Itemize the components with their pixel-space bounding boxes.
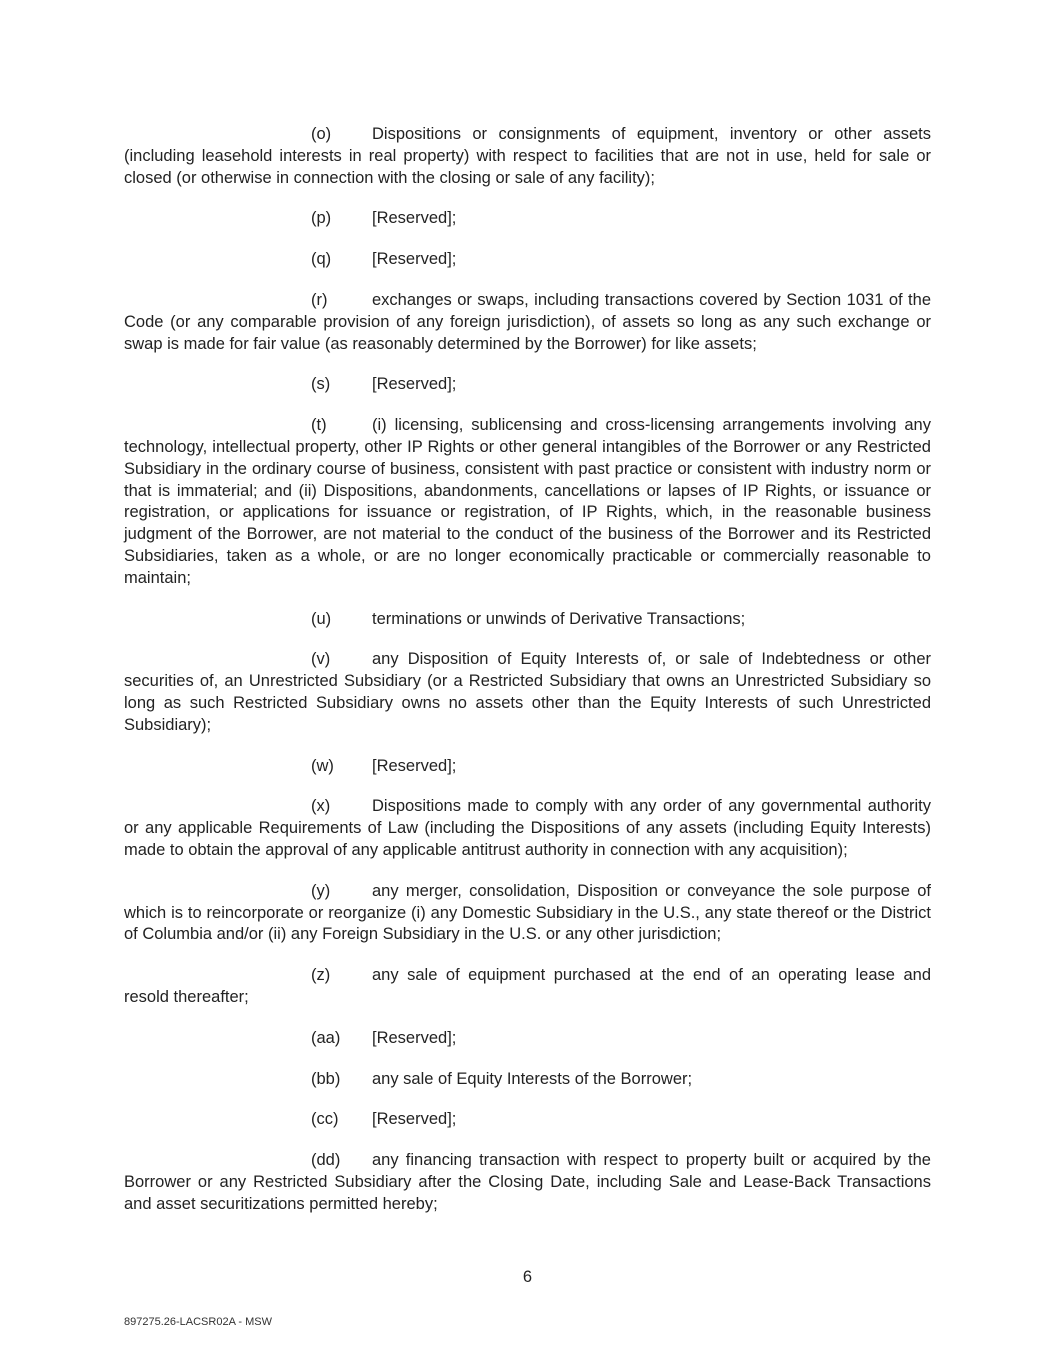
clause-p [124, 208, 931, 230]
clause-label: (q) [311, 250, 332, 269]
clause-continuation: (including leasehold interests in real property) with respect to facilities that are not in use, held for sale or closed (or otherwise in connection with the closing or sale of any facility); [124, 146, 931, 187]
clause-label: (s) [311, 375, 331, 394]
clause-first-line: any merger, consolidation, Disposition or conveyance the sole purpose of [372, 881, 931, 900]
clause-label: (p) [311, 209, 332, 228]
clause-label: (dd) [311, 1151, 341, 1170]
clause-label: (w) [311, 756, 334, 775]
clause-bb [124, 1069, 931, 1091]
clause-u [124, 609, 931, 631]
clause-x [124, 796, 931, 861]
clause-first-line: Dispositions made to comply with any order of any governmental [372, 797, 862, 816]
clause-continuation: which is to reincorporate or reorganize (i) any Domestic Subsidiary in the U.S., any state thereof or the District of Columbia and/or (ii) any Foreign Subsidiary in the U.S. or any other jurisdiction; [124, 903, 931, 944]
clause-o [124, 124, 931, 189]
clause-first-line: any sale of Equity Interests of the Borrower; [372, 1069, 693, 1088]
clause-cc [124, 1109, 931, 1131]
clause-label: (o) [311, 125, 332, 143]
clause-label: (z) [311, 966, 331, 985]
clause-label: (y) [311, 881, 331, 900]
clause-first-line: [Reserved]; [372, 209, 457, 228]
clause-label: (r) [311, 290, 328, 309]
clause-first-line: terminations or unwinds of Derivative Transactions; [372, 609, 746, 628]
page-number: 6 [522, 1268, 533, 1286]
clause-label: (u) [311, 609, 332, 628]
clause-continuation: Code (or any comparable provision of any foreign jurisdiction), of assets so long as any such exchange or swap is made for fair value (as reasonably determined by the Borrower) for like assets; [124, 312, 931, 353]
clause-q [124, 249, 931, 271]
clause-continuation: technology, intellectual property, other IP Rights or other general intangibles of the Borrower or any Restricted Subsidiary in the ordinary course of business, consistent with past practice or consistent with industry norm or that is immaterial; and (ii) Dispositions, abandonments, cancellations or lapses of IP Rights, or issuance or registration, or applications for issuance or registration, of IP Rights, which, in the reasonable business judgment of the Borrower, are not material to the conduct of the business of the Borrower and its Restricted Subsidiaries, taken as a whole, or are no longer economically practicable or commercially reasonable to maintain; [124, 437, 931, 587]
clause-t [124, 415, 931, 589]
clause-first-line: any sale of equipment purchased at the end of an operating lease and resold [124, 966, 931, 1006]
clause-y [124, 881, 931, 946]
clause-v [124, 649, 931, 736]
clause-first-line: exchanges or swaps, including transactions covered by Section 1031 of the [372, 290, 931, 309]
clause-first-line: [Reserved]; [372, 250, 457, 269]
clause-continuation: thereafter; [173, 987, 249, 1006]
clause-first-line: [Reserved]; [372, 1028, 457, 1047]
clause-w [124, 756, 931, 778]
clause-first-line: [Reserved]; [372, 1110, 457, 1129]
clause-label: (x) [311, 797, 331, 816]
clause-label: (v) [311, 650, 331, 669]
clause-z [124, 965, 931, 1009]
clause-aa [124, 1028, 931, 1050]
clause-first-line: any Disposition of Equity Interests of, or sale of Indebtedness or other [372, 650, 931, 669]
clause-r [124, 290, 931, 355]
clause-continuation: authority or any applicable Requirements of Law (including the Dispositions of any assets (including Equity Interests) made to obtain the approval of any applicable antitrust authority in connection with any acquisition); [124, 797, 931, 859]
clause-label: (cc) [311, 1110, 339, 1129]
clause-label: (aa) [311, 1028, 341, 1047]
clause-first-line: [Reserved]; [372, 375, 457, 394]
clause-continuation: Borrower or any Restricted Subsidiary after the Closing Date, including Sale and Lease-Back Transactions and asset securitizations permitted hereby; [124, 1172, 931, 1213]
clause-list [124, 124, 931, 1234]
clause-first-line: any financing transaction with respect to property built or acquired by the [372, 1151, 931, 1170]
clause-first-line: [Reserved]; [372, 756, 457, 775]
clause-first-line: Dispositions or consignments of equipment, inventory or other assets [372, 125, 931, 143]
document-footer-code: 897275.26-LACSR02A - MSW [124, 1316, 272, 1328]
clause-label: (t) [311, 416, 327, 435]
clause-first-line: (i) licensing, sublicensing and cross-licensing arrangements involving any [372, 416, 931, 435]
clause-s [124, 374, 931, 396]
clause-dd [124, 1150, 931, 1215]
clause-label: (bb) [311, 1069, 341, 1088]
clause-continuation: securities of, an Unrestricted Subsidiary (or a Restricted Subsidiary that owns an Unrestricted Subsidiary so long as such Restricted Subsidiary owns no assets other than the Equity Interests of such Unrestricted Subsidiary); [124, 672, 931, 734]
